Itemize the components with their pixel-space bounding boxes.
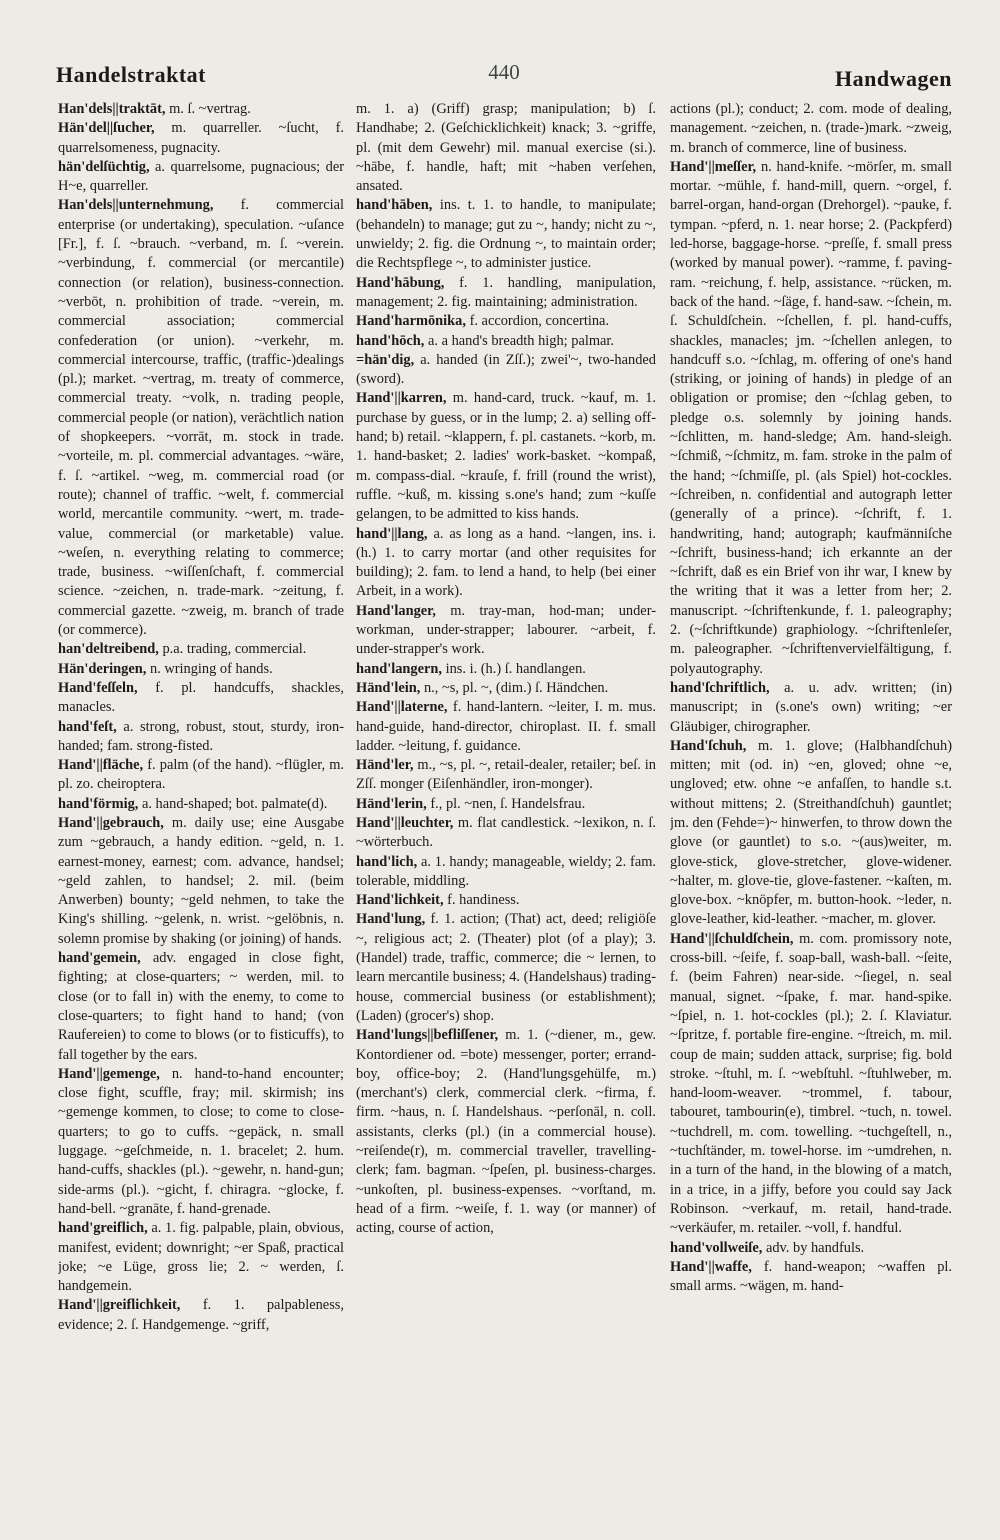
entry-definition: m. daily use; eine Ausgabe zum ~gebrauch, a handy edition. ~geld, n. 1. earnest-money, earnest; com. advance, handsel; ~geld zahlen, to handsel; 2. mil. (beim Anwerben) bounty; ~geld nehmen, to take the King's shilling. ~gelenk, n. wrist. ~gelöbnis, n. solemn promise by shaking (or joining) of hands. bbox=[58, 814, 344, 947]
entry-headword: hand'feſt, bbox=[58, 718, 117, 735]
dictionary-entry bbox=[58, 1296, 344, 1335]
entry-definition: a. quarrelsome, pugnacious; der H~e, quarreller. bbox=[58, 158, 344, 195]
entry-headword: Hand'harmōnika, bbox=[356, 313, 466, 330]
entry-definition: m. quarreller. ~ſucht, f. quarrelsomeness, pugnacity. bbox=[58, 120, 344, 156]
entry-headword: hand'||lang, bbox=[356, 525, 428, 542]
entry-definition: a. 1. handy; manageable, wieldy; 2. fam. tolerable, middling. bbox=[356, 853, 656, 889]
entry-headword: Hand'||greiflichkeit, bbox=[58, 1297, 181, 1314]
entry-definition: a. 1. fig. palpable, plain, obvious, manifest, evident; downright; ~er Spaß, practical joke; ~e Lüge, gross lie; 2. ~ werden, ſ. handgemein. bbox=[58, 1220, 344, 1295]
entry-definition: m. ſ. ~vertrag. bbox=[165, 101, 251, 117]
entry-headword: hand'vollweiſe, bbox=[670, 1239, 763, 1256]
entry-definition: m., ~s, pl. ~, retail-dealer, retailer; beſ. in Zſſ. monger (Eiſenhändler, iron-monger). bbox=[356, 757, 656, 793]
entry-headword: hand'langern, bbox=[356, 660, 442, 677]
dictionary-entry bbox=[58, 1065, 344, 1219]
entry-definition: adv. engaged in close fight, fighting; at close-quarters; ~ werden, mil. to close (or to fall in) with the enemy, to come to close-quarters; to fight hand to hand; (von Raufereien) to come to blows (or to fisticuffs), to fall together by the ears. bbox=[58, 950, 344, 1063]
entry-definition: a. hand-shaped; bot. palmate(d). bbox=[138, 795, 328, 812]
dictionary-entry bbox=[58, 814, 344, 949]
entry-definition: a. as long as a hand. ~langen, ins. i. (h.) 1. to carry mortar (and other requisites for building); 2. fam. to lend a hand, to help (bei einer Arbeit, in a work). bbox=[356, 525, 656, 600]
entry-headword: Hand'lungs||befliſſener, bbox=[356, 1027, 499, 1044]
column-2 bbox=[356, 100, 656, 1520]
entry-definition: f. commercial enterprise (or undertaking), speculation. ~uſance [Fr.], f. ſ. ~brauch. ~verband, m. ſ. ~verein. ~verbindung, f. commercial (or mercantile) connection (or relation), business-connection. ~verbōt, n. prohibition of trade. ~verein, m. commercial association; commercial confederation (or union). ~verkehr, m. commercial intercourse, traffic, (traffic-)dealings (pl.); market. ~vertrag, m. treaty of commerce, commercial treaty. ~volk, n. trading people, commercial people (or nation), verächtlich nation of shopkeepers. ~vorrāt, m. stock in trade. ~vorteile, m. pl. commercial advantages. ~wäre, f. ſ. ~artikel. ~weg, m. commercial road (or route); channel of traffic. ~welt, f. commercial world, mercantile community. ~wert, m. trade-value, commercial (or marketable) value. ~weſen, n. everything relating to commerce; trade, business. ~wiſſenſchaft, f. commercial science. ~zeichen, n. trade-mark. ~zeitung, f. commercial gazette. ~zweig, m. branch of trade (or commerce). bbox=[58, 197, 344, 639]
entry-headword: Hand'||waffe, bbox=[670, 1258, 752, 1275]
dictionary-entry bbox=[58, 640, 344, 659]
entry-definition: n. wringing of hands. bbox=[146, 660, 273, 677]
entry-headword: Han'dels||traktāt, bbox=[58, 101, 166, 117]
dictionary-entry bbox=[58, 158, 344, 197]
dictionary-entry bbox=[356, 910, 656, 1026]
entry-definition: f. hand-lantern. ~leiter, I. m. mus. hand-guide, hand-director, chiroplast. II. f. small ladder. ~leitung, f. guidance. bbox=[356, 699, 656, 754]
dictionary-entry bbox=[356, 891, 656, 910]
dictionary-entry bbox=[356, 756, 656, 795]
dictionary-entry bbox=[356, 332, 656, 351]
entry-definition: a. u. adv. written; (in) manuscript; in (s.one's own) writing; ~er Gläubiger, chirographer. bbox=[670, 679, 952, 735]
entry-headword: hand'lich, bbox=[356, 853, 418, 870]
dictionary-entry bbox=[356, 679, 656, 698]
entry-definition: m. 1. a) (Griff) grasp; manipulation; b) ſ. Handhabe; 2. (Geſchicklichkeit) knack; 3. ~griffe, pl. (mit dem Gewehr) mil. manual exercise (si.). ~hābe, f. handle, haft; mit ~haben verſehen, ansated. bbox=[356, 101, 656, 195]
entry-definition: m. 1. glove; (Halbhandſchuh) mitten; mit (od. in) ~en, gloved; ohne ~e, ungloved; etw. ohne ~e anfaſſen, to handle s.t. without mittens; 2. (Streithandſchuh) gauntlet; jm. den (Fehde=)~ hinwerfen, to throw down the glove (or gauntlet) to s.o. ~(aus)weiter, m. glove-stick, glove-stretcher, glove-widener. ~halter, m. glove-tie, glove-fastener. ~kaſten, m. glove-box. ~knöpfer, m. button-hook. ~leder, n. glove-leather, kid-leather. ~macher, m. glover. bbox=[670, 737, 952, 928]
entry-headword: Hand'feſſeln, bbox=[58, 679, 138, 696]
entry-definition: f. hand-weapon; ~waffen pl. small arms. ~wägen, m. hand- bbox=[670, 1258, 952, 1295]
dictionary-entry bbox=[670, 158, 952, 679]
entry-headword: hand'ſchriftlich, bbox=[670, 679, 770, 696]
right-running-headword: Handwagen bbox=[835, 66, 952, 91]
entry-headword: Hän'del||ſucher, bbox=[58, 120, 155, 137]
entry-headword: Hän'deringen, bbox=[58, 660, 147, 677]
entry-headword: Hand'hābung, bbox=[356, 274, 445, 291]
entry-headword: Hand'lichkeit, bbox=[356, 892, 444, 909]
entry-definition: a. a hand's breadth high; palmar. bbox=[424, 332, 615, 349]
entry-headword: Hand'||fläche, bbox=[58, 757, 144, 774]
dictionary-entry bbox=[58, 660, 344, 679]
entry-headword: Hand'langer, bbox=[356, 602, 436, 619]
page-number: 440 bbox=[488, 60, 520, 84]
entry-definition: f. pl. handcuffs, shackles, manacles. bbox=[58, 679, 344, 716]
dictionary-entry bbox=[670, 930, 952, 1239]
dictionary-entry bbox=[356, 196, 656, 273]
entry-definition: a. strong, robust, stout, sturdy, iron-handed; fam. strong-fisted. bbox=[58, 718, 344, 754]
entry-headword: han'deltreibend, bbox=[58, 641, 159, 658]
entry-definition: a. handed (in Zſſ.); zwei'~, two-handed (sword). bbox=[356, 351, 656, 388]
dictionary-entry bbox=[58, 756, 344, 795]
page-header bbox=[56, 56, 952, 96]
dictionary-entry bbox=[58, 679, 344, 718]
entry-headword: Hand'||ſchuldſchein, bbox=[670, 930, 794, 947]
dictionary-entry bbox=[58, 795, 344, 814]
entry-definition: m. 1. (~diener, m., gew. Kontordiener od. =bote) messenger, porter; errand-boy, office-boy; 2. (Hand'lungsgehülfe, m.) (merchant's) clerk, commercial clerk. ~firma, f. firm. ~haus, n. ſ. Handelshaus. ~perſonāl, n. coll. assistants, clerks (pl.) (in a commercial house). ~reiſende(r), m. commercial traveller, travelling-clerk; fam. bagman. ~ſpeſen, pl. business-charges. ~unkoſten, pl. business-expenses. ~vorſtand, m. head of a firm. ~weiſe, f. 1. way (or manner) of acting, course of action, bbox=[356, 1027, 656, 1237]
entry-headword: Händ'lerin, bbox=[356, 795, 427, 812]
dictionary-entry bbox=[670, 1239, 952, 1258]
entry-definition: f. 1. handling, manipulation, management; 2. fig. maintaining; administration. bbox=[356, 274, 656, 310]
entry-headword: Hand'||laterne, bbox=[356, 699, 448, 716]
entry-headword: Hand'||gemenge, bbox=[58, 1065, 160, 1082]
entry-headword: Hand'ſchuh, bbox=[670, 737, 747, 754]
dictionary-entry bbox=[356, 274, 656, 313]
entry-headword: Händ'lein, bbox=[356, 679, 421, 696]
entry-headword: hän'delſüchtig, bbox=[58, 158, 150, 175]
column-1 bbox=[58, 100, 344, 1520]
dictionary-entry bbox=[356, 602, 656, 660]
entry-definition: n. hand-knife. ~mörſer, m. small mortar. ~mühle, f. hand-mill, quern. ~orgel, f. barrel-organ, hand-organ (Drehorgel). ~pauke, f. tympan. ~pferd, n. 1. near horse; 2. (Packpferd) led-horse, baggage-horse. ~preſſe, f. small press (worked by manual power). ~ramme, f. paving-ram. ~reichung, f. help, assistance. ~rücken, m. back of the hand. ~ſäge, f. hand-saw. ~ſchein, m. ſ. Schuldſchein. ~ſchellen, f. pl. hand-cuffs, shackles, manacles; jm. ~ſchellen anlegen, to handcuff s.o. ~ſchlag, m. offering of one's hand (striking, or joining of hands) in pledge of an obligation or promise; den ~ſchlag geben, to pledge o.s. solemnly by joining hands. ~ſchlitten, m. hand-sledge; Am. hand-sleigh. ~ſchmiß, ~ſchmitz, m. fam. stroke in the palm of the hand; ~ſchmiſſe, pl. (als Spiel) hot-cockles. ~ſchreiben, n. confidential and autograph letter (generally of a prince). ~ſchrift, f. 1. handwriting, hand; autograph; kaufmänniſche ~ſchrift, business-hand; ich erkannte an der ~ſchrift, daß es ein Brief von ihr war, I knew by the writing that it was a letter from her; 2. manuscript. ~ſchriftenkunde, f. 1. paleography; 2. (~ſchriftkunde) graphiology. ~ſchriftenleſer, m. paleographer. ~ſchriftenvervielfältigung, f. polyautography. bbox=[670, 158, 952, 677]
entry-headword: hand'gemein, bbox=[58, 950, 141, 967]
entry-definition: f. 1. action; (That) act, deed; religiöſe ~, religious act; 2. (Theater) plot (of a play); 3. (Handel) trade, traffic, commerce; die ~ lernen, to learn mercantile business; 4. (Handelshaus) trading-house, commercial business (or establishment); (Laden) (grocer's) shop. bbox=[356, 911, 656, 1024]
dictionary-entry bbox=[58, 119, 344, 158]
entry-definition: p.a. trading, commercial. bbox=[158, 641, 307, 658]
dictionary-entry bbox=[356, 312, 656, 331]
dictionary-entry bbox=[356, 814, 656, 853]
entry-headword: Hand'||gebrauch, bbox=[58, 814, 164, 831]
entry-headword: Hand'||karren, bbox=[356, 390, 447, 407]
entry-headword: Hand'||leuchter, bbox=[356, 814, 454, 831]
dictionary-entry bbox=[670, 1258, 952, 1297]
dictionary-entry bbox=[670, 100, 952, 158]
dictionary-entry bbox=[58, 718, 344, 757]
entry-headword: =hän'dig, bbox=[356, 351, 415, 368]
entry-definition: n. hand-to-hand encounter; close fight, scuffle, fray; mil. skirmish; ins ~gemenge kommen, to close; to come to close-quarters; to go to cuffs. ~gepäck, n. small luggage. ~geſchmeide, n. 1. bracelet; 2. hum. hand-cuffs, shackles (pl.). ~gewehr, n. hand-gun; side-arms (pl.). ~gicht, f. chiragra. ~glocke, f. hand-bell. ~granāte, f. hand-grenade. bbox=[58, 1065, 344, 1217]
dictionary-entry bbox=[58, 1219, 344, 1296]
entry-headword: hand'förmig, bbox=[58, 795, 139, 812]
dictionary-entry bbox=[356, 1026, 656, 1238]
dictionary-entry bbox=[670, 737, 952, 930]
entry-definition: f. handiness. bbox=[443, 892, 520, 909]
dictionary-entry bbox=[58, 196, 344, 640]
dictionary-entry bbox=[356, 351, 656, 390]
entry-definition: m. hand-card, truck. ~kauf, m. 1. purchase by guess, or in the lump; 2. a) selling off-hand; b) retail. ~klappern, f. pl. castanets. ~korb, m. 1. hand-basket; 2. ladies' work-basket. ~kompaß, m. compass-dial. ~krauſe, f. frill (round the wrist), ruffle. ~kuß, m. kissing s.one's hand; zum ~kuſſe gelangen, to be admitted to kiss hands. bbox=[356, 390, 656, 523]
entry-definition: adv. by handfuls. bbox=[762, 1239, 865, 1256]
entry-headword: Hand'lung, bbox=[356, 911, 426, 928]
column-3 bbox=[670, 100, 952, 1520]
entry-definition: actions (pl.); conduct; 2. com. mode of dealing, management. ~zeichen, n. (trade-)mark. ~zweig, m. branch of commerce, line of business. bbox=[670, 101, 952, 156]
entry-definition: ins. i. (h.) ſ. handlangen. bbox=[441, 660, 586, 677]
entry-headword: Hand'||meſſer, bbox=[670, 158, 757, 175]
dictionary-entry bbox=[58, 949, 344, 1065]
entry-definition: ins. t. 1. to handle, to manipulate; (behandeln) to manage; gut zu ~, handy; nicht zu ~, unwieldy; 2. fig. die Ordnung ~, to maintain order; die Rechtspflege ~, to administer justice. bbox=[356, 197, 656, 272]
left-running-headword: Handelstraktat bbox=[56, 62, 206, 87]
entry-headword: hand'hōch, bbox=[356, 332, 425, 349]
entry-headword: hand'greiflich, bbox=[58, 1220, 148, 1237]
dictionary-entry bbox=[356, 795, 656, 814]
entry-headword: Händ'ler, bbox=[356, 757, 414, 774]
entry-headword: Han'dels||unternehmung, bbox=[58, 197, 214, 214]
entry-definition: n., ~s, pl. ~, (dim.) ſ. Händchen. bbox=[420, 679, 609, 696]
entry-definition: f. 1. palpableness, evidence; 2. ſ. Handgemenge. ~griff, bbox=[58, 1297, 344, 1333]
dictionary-entry bbox=[356, 698, 656, 756]
dictionary-entry bbox=[356, 100, 656, 196]
dictionary-entry bbox=[356, 389, 656, 524]
dictionary-entry bbox=[356, 853, 656, 892]
dictionary-entry bbox=[58, 100, 344, 119]
dictionary-entry bbox=[670, 679, 952, 737]
entry-headword: hand'hāben, bbox=[356, 197, 433, 214]
entry-definition: m. tray-man, hod-man; under-workman, under-strapper; labourer. ~arbeit, f. under-strapper's work. bbox=[356, 602, 656, 658]
dictionary-entry bbox=[356, 525, 656, 602]
entry-definition: f., pl. ~nen, ſ. Handelsfrau. bbox=[426, 795, 586, 812]
entry-definition: m. com. promissory note, cross-bill. ~ſeife, f. soap-ball, wash-ball. ~ſeite, f. (beim Fahren) near-side. ~ſiegel, n. seal manual, signet. ~ſpake, f. mar. hand-spike. ~ſpiel, n. 1. hot-cockles (pl.); 2. ſ. Klaviatur. ~ſpritze, f. portable fire-engine. ~ſtreich, m. mil. coup de main; sudden attack, surprise; fig. bold stroke. ~ſtuhl, m. ſ. ~webſtuhl. ~ſtuhlweber, m. hand-loom-weaver. ~trommel, f. tabour, tabouret, tambourin(e), timbrel. ~tuch, n. towel. ~tuchdrell, m. com. towelling. ~tuchgeſtell, n., ~tuchſtänder, m. towel-horse. im ~umdrehen, n. in a turn of the hand, in the blowing of a match, in a trice, in a jiffy, before you could say Jack Robinson. ~verkauf, m. retail, hand-trade. ~verkäufer, m. retailer. ~voll, f. handful. bbox=[670, 930, 952, 1237]
entry-definition: f. accordion, concertina. bbox=[465, 313, 610, 330]
entry-definition: m. flat candlestick. ~lexikon, n. ſ. ~wörterbuch. bbox=[356, 814, 656, 851]
dictionary-entry bbox=[356, 660, 656, 679]
entry-definition: f. palm (of the hand). ~flügler, m. pl. zo. cheiroptera. bbox=[58, 757, 344, 793]
